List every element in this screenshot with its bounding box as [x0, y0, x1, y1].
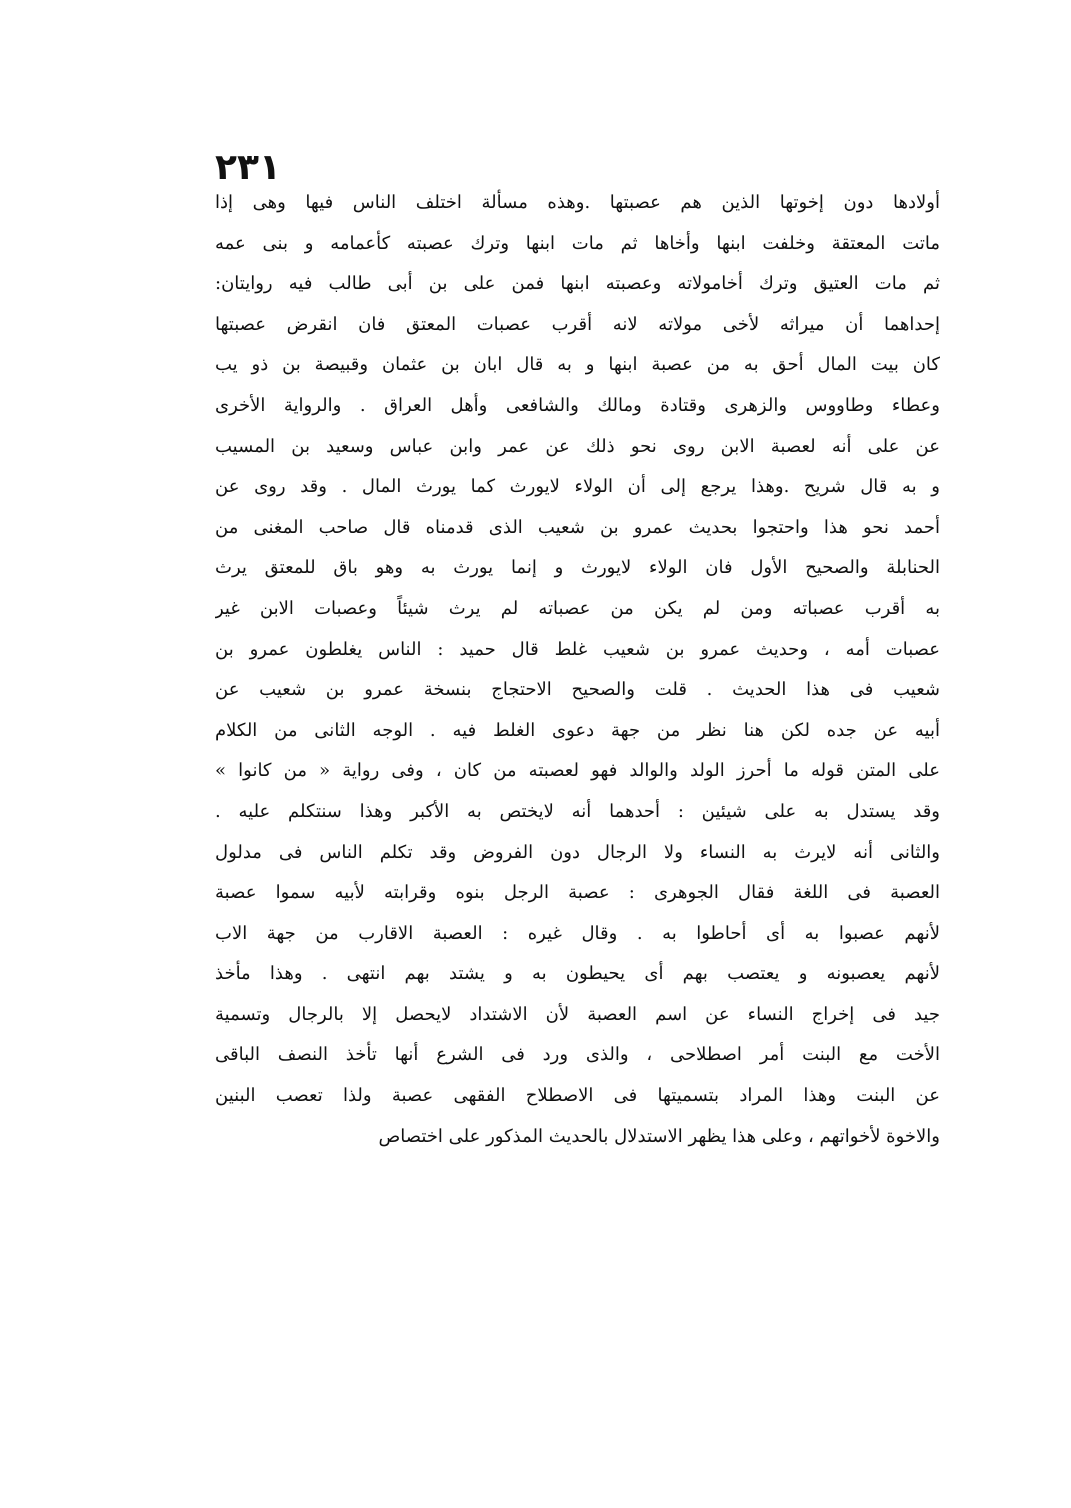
text-line: أحمد نحو هذا واحتجوا بحديث عمرو بن شعيب الذى قدمناه قال صاحب المغنى من — [215, 516, 940, 538]
body-text — [215, 183, 940, 1157]
text-line: عصبات أمه ، وحديث عمرو بن شعيب غلط قال حميد : الناس يغلطون عمرو بن — [215, 638, 940, 660]
text-line: به أقرب عصباته ومن لم يكن من عصباته لم يرث شيئاً وعصبات الابن غير — [215, 597, 940, 619]
text-line: لأنهم يعصبونه و يعتصب بهم أى يحيطون به و يشتد بهم انتهى . وهذا مأخذ — [215, 963, 940, 985]
text-line: والاخوة لأخواتهم ، وعلى هذا يظهر الاستدلال بالحديث المذكور على اختصاص — [378, 1125, 940, 1147]
page-number: ٢٣١ — [215, 147, 281, 188]
text-line: عن على أنه لعصبة الابن روى نحو ذلك عن عمر وابن عباس وسعيد بن المسيب — [215, 435, 940, 457]
text-line: وعطاء وطاووس والزهرى وقتادة ومالك والشافعى وأهل العراق . والرواية الأخرى — [215, 394, 940, 416]
text-line: ماتت المعتقة وخلفت ابنها وأخاها ثم مات ابنها وترك عصبته كأعمامه و بنى عمه — [215, 232, 940, 254]
text-line: وقد يستدل به على شيئين : أحدهما أنه لايختص به الأكبر وهذا سنتكلم عليه . — [215, 800, 940, 822]
text-line: أبيه عن جده لكن هنا نظر من جهة دعوى الغلط فيه . الوجه الثانى من الكلام — [215, 719, 940, 741]
text-line: لأنهم عصبوا به أى أحاطوا به . وقال غيره : العصبة الاقارب من جهة الاب — [215, 922, 940, 944]
text-line: الحنابلة والصحيح الأول فان الولاء لايورث و إنما يورث به وهو باق للمعتق يرث — [215, 557, 940, 579]
text-line: على المتن قوله ما أحرز الولد والوالد فهو لعصبته من كان ، وفى رواية « من كانوا » — [215, 760, 940, 782]
text-line: ثم مات العتيق وترك أخامولاته وعصبته ابنها فمن على بن أبى طالب فيه روايتان: — [215, 273, 940, 295]
text-line: و به قال شريح .وهذا يرجع إلى أن الولاء لايورث كما يورث المال . وقد روى عن — [215, 476, 940, 498]
text-line: أولادها دون إخوتها الذين هم عصبتها .وهذه مسألة اختلف الناس فيها وهى إذا — [215, 192, 940, 213]
text-line: جيد فى إخراج النساء عن اسم العصبة لأن الاشتداد لايحصل إلا بالرجال وتسمية — [215, 1003, 940, 1025]
text-line: إحداهما أن ميراثه لأخى مولاته لانه أقرب عصبات المعتق فان انقرض عصبتها — [215, 313, 940, 335]
text-line: العصبة فى اللغة فقال الجوهرى : عصبة الرجل بنوه وقرابته لأبيه سموا عصبة — [215, 882, 940, 904]
text-line: والثانى أنه لايرث به النساء ولا الرجال دون الفروض وقد تكلم الناس فى مدلول — [215, 841, 940, 863]
text-line: الأخت مع البنت أمر اصطلاحى ، والذى ورد فى الشرع أنها تأخذ النصف الباقى — [215, 1044, 940, 1066]
text-line: شعيب فى هذا الحديث . قلت والصحيح الاحتجاج بنسخة عمرو بن شعيب عن — [215, 679, 940, 701]
text-line: كان بيت المال أحق به من عصبة ابنها و به قال ابان بن عثمان وقبيصة بن ذو يب — [215, 354, 940, 376]
text-line: عن البنت وهذا المراد بتسميتها فى الاصطلاح الفقهى عصبة ولذا تعصب البنين — [215, 1085, 940, 1107]
